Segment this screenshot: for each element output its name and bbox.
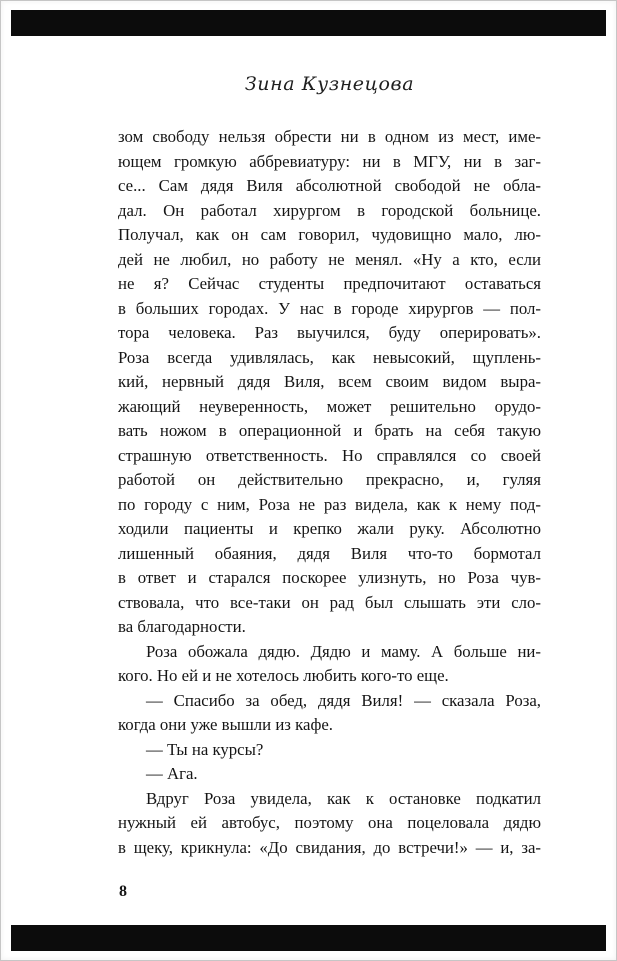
text-line: кого. Но ей и не хотелось любить кого-то еще. xyxy=(118,666,449,685)
paragraph xyxy=(118,125,541,640)
text-line: ва благодарности. xyxy=(118,617,246,636)
paragraph xyxy=(118,738,541,763)
text-line: ствовала, что все-таки он рад был слышать эти сло- xyxy=(118,592,541,612)
text-line: Роза обожала дядю. Дядю и маму. А больше ни- xyxy=(146,641,541,661)
text-line: дал. Он работал хирургом в городской больнице. xyxy=(118,200,541,220)
text-line: нужный ей автобус, поэтому она поцеловала дядю xyxy=(118,813,541,832)
text-line: в щеку, крикнула: «До свидания, до встречи!» — и, за- xyxy=(118,837,541,857)
running-head-author: Зина Кузнецова xyxy=(244,73,415,95)
paragraph xyxy=(118,640,541,689)
text-line: тора человека. Раз выучился, буду оперировать». xyxy=(118,323,541,342)
text-line: лишенный обаяния, дядя Виля что-то бормотал xyxy=(118,543,541,563)
text-line: Вдруг Роза увидела, как к остановке подкатил xyxy=(146,788,541,808)
text-line: в ответ и старался поскорее улизнуть, но Роза чув- xyxy=(118,568,541,587)
text-line: работой он действительно прекрасно, и, гуляя xyxy=(118,470,541,489)
text-line: — Ага. xyxy=(146,764,198,783)
text-line: не я? Сейчас студенты предпочитают оставаться xyxy=(118,274,541,293)
text-line: — Спасибо за обед, дядя Виля! — сказала Роза, xyxy=(146,690,541,710)
text-line: Получал, как он сам говорил, чудовищно мало, лю- xyxy=(118,225,541,244)
text-line: кий, нервный дядя Виля, всем своим видом выра- xyxy=(118,372,541,391)
text-line: — Ты на курсы? xyxy=(146,739,264,759)
bottom-border-bar xyxy=(11,925,606,951)
text-line: страшную ответственность. Но справлялся со своей xyxy=(118,445,541,465)
text-line: вать ножом в операционной и брать на себя такую xyxy=(118,421,541,440)
text-line: в больших городах. У нас в городе хирургов — пол- xyxy=(118,298,541,318)
text-line: зом свободу нельзя обрести ни в одном из мест, име- xyxy=(118,127,541,146)
text-line: се... Сам дядя Виля абсолютной свободой не обла- xyxy=(118,176,541,195)
text-line: жающий неуверенность, может решительно орудо- xyxy=(118,396,541,416)
body-text xyxy=(118,125,541,860)
paragraph xyxy=(118,787,541,861)
text-line: по городу с ним, Роза не раз видела, как к нему под- xyxy=(118,494,541,514)
page-number: 8 xyxy=(119,883,127,900)
text-line: когда они уже вышли из кафе. xyxy=(118,715,333,734)
paragraph xyxy=(118,762,541,787)
text-line: ходили пациенты и крепко жали руку. Абсолютно xyxy=(118,519,541,538)
top-border-bar xyxy=(11,10,606,36)
text-line: дей не любил, но работу не менял. «Ну а кто, если xyxy=(118,249,541,269)
text-line: Роза всегда удивлялась, как невысокий, щуплень- xyxy=(118,347,541,367)
paragraph xyxy=(118,689,541,738)
text-line: ющем громкую аббревиатуру: ни в МГУ, ни в заг- xyxy=(118,151,541,171)
